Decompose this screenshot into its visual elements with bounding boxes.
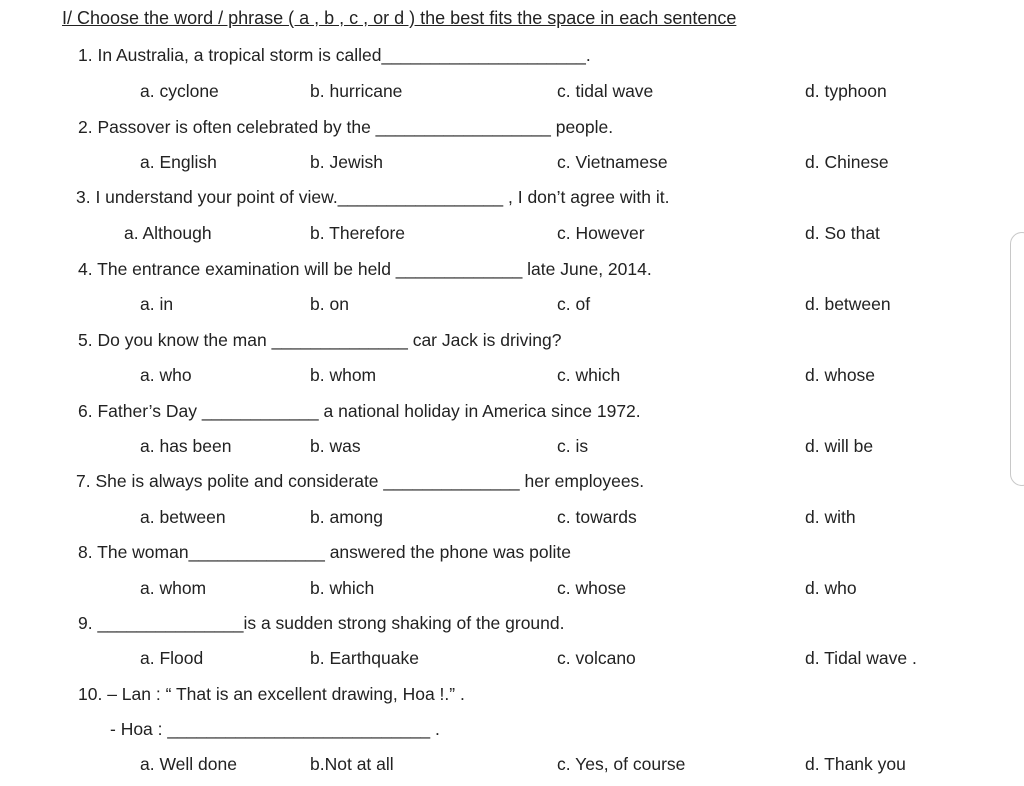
question-8-option-c: c. whose bbox=[557, 578, 627, 598]
question-10-reply-line: - Hoa : ___________________________ . bbox=[110, 719, 440, 739]
question-5-option-c: c. which bbox=[557, 365, 621, 385]
question-8-option-d: d. who bbox=[805, 578, 857, 598]
question-6-option-b: b. was bbox=[310, 436, 361, 456]
question-3-option-d: d. So that bbox=[805, 223, 880, 243]
question-10-text: 10. – Lan : “ That is an excellent drawing, Hoa !.” . bbox=[78, 684, 465, 704]
question-2-option-c: c. Vietnamese bbox=[557, 152, 668, 172]
question-8-option-a: a. whom bbox=[140, 578, 207, 598]
question-1-option-a: a. cyclone bbox=[140, 81, 219, 101]
question-5-text: 5. Do you know the man ______________ car Jack is driving? bbox=[78, 330, 562, 350]
question-1-option-d: d. typhoon bbox=[805, 81, 887, 101]
question-9-option-c: c. volcano bbox=[557, 648, 636, 668]
question-1-text: 1. In Australia, a tropical storm is called_____________________. bbox=[78, 45, 591, 65]
question-3-text: 3. I understand your point of view._________________ , I don’t agree with it. bbox=[76, 187, 670, 207]
question-1-option-c: c. tidal wave bbox=[557, 81, 654, 101]
question-10-option-b: b.Not at all bbox=[310, 754, 394, 774]
question-10-option-c: c. Yes, of course bbox=[557, 754, 686, 774]
question-4-option-a: a. in bbox=[140, 294, 174, 314]
question-8-text: 8. The woman______________ answered the phone was polite bbox=[78, 542, 571, 562]
question-9-option-b: b. Earthquake bbox=[310, 648, 419, 668]
question-7-text: 7. She is always polite and considerate ______________ her employees. bbox=[76, 471, 645, 491]
question-7-option-a: a. between bbox=[140, 507, 226, 527]
question-2-text: 2. Passover is often celebrated by the __________________ people. bbox=[78, 117, 614, 137]
question-10-option-d: d. Thank you bbox=[805, 754, 906, 774]
question-3-option-b: b. Therefore bbox=[310, 223, 406, 243]
question-5-option-b: b. whom bbox=[310, 365, 377, 385]
question-2-option-a: a. English bbox=[140, 152, 217, 172]
question-8-option-b: b. which bbox=[310, 578, 375, 598]
side-panel-handle[interactable] bbox=[1010, 232, 1024, 486]
question-4-text: 4. The entrance examination will be held _____________ late June, 2014. bbox=[78, 259, 652, 279]
question-5-option-d: d. whose bbox=[805, 365, 876, 385]
question-9-text: 9. _______________is a sudden strong shaking of the ground. bbox=[78, 613, 565, 633]
question-7-option-b: b. among bbox=[310, 507, 383, 527]
question-4-option-d: d. between bbox=[805, 294, 891, 314]
question-9-option-d: d. Tidal wave . bbox=[805, 648, 917, 668]
question-2-option-d: d. Chinese bbox=[805, 152, 889, 172]
question-4-option-b: b. on bbox=[310, 294, 349, 314]
question-6-option-d: d. will be bbox=[805, 436, 874, 456]
question-3-option-a: a. Although bbox=[124, 223, 212, 243]
question-6-option-c: c. is bbox=[557, 436, 589, 456]
question-7-option-d: d. with bbox=[805, 507, 856, 527]
question-9-option-a: a. Flood bbox=[140, 648, 204, 668]
question-10-option-a: a. Well done bbox=[140, 754, 237, 774]
question-7-option-c: c. towards bbox=[557, 507, 637, 527]
question-1-option-b: b. hurricane bbox=[310, 81, 403, 101]
question-2-option-b: b. Jewish bbox=[310, 152, 383, 172]
question-6-text: 6. Father’s Day ____________ a national holiday in America since 1972. bbox=[78, 401, 641, 421]
section-heading: I/ Choose the word / phrase ( a , b , c , or d ) the best fits the space in each sentence bbox=[62, 8, 737, 28]
question-4-option-c: c. of bbox=[557, 294, 591, 314]
question-6-option-a: a. has been bbox=[140, 436, 232, 456]
question-5-option-a: a. who bbox=[140, 365, 192, 385]
question-3-option-c: c. However bbox=[557, 223, 645, 243]
